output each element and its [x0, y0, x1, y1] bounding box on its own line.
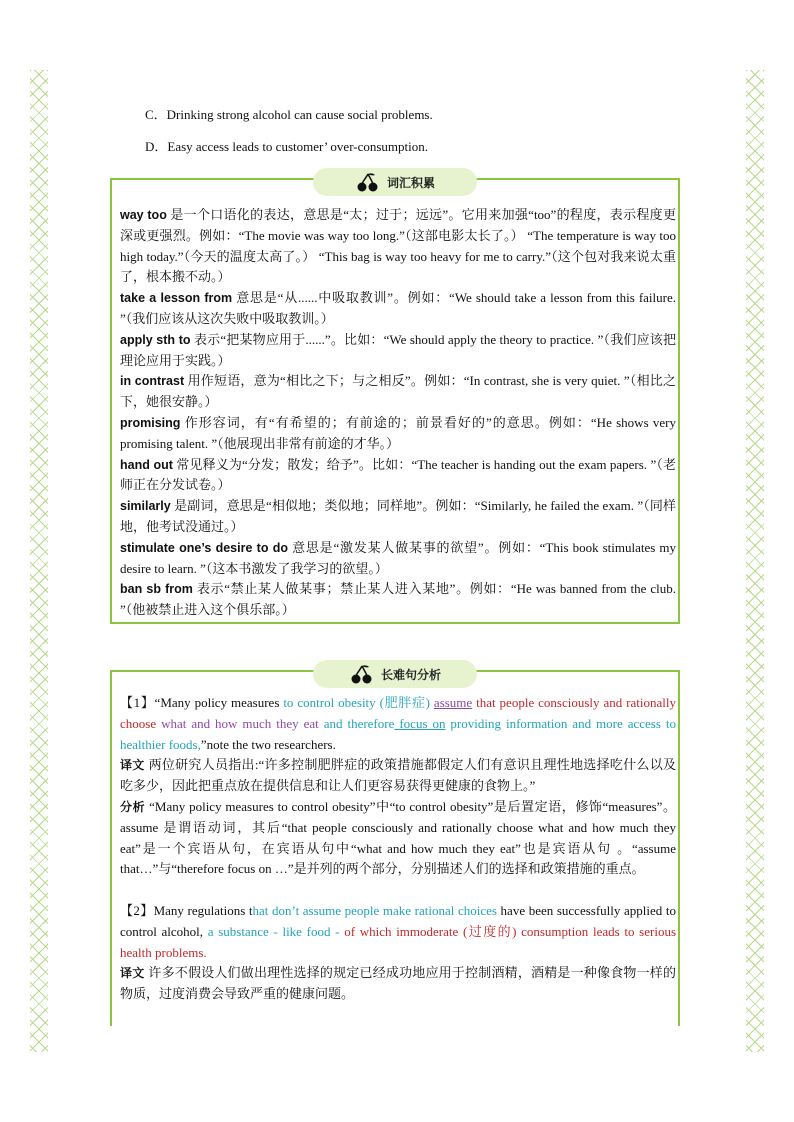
vocab-entry: in contrast 用作短语，意为“相比之下；与之相反”。例如：“In contrast, she is very quiet. ”（相比之下，她很安静。） [120, 373, 676, 410]
vocab-entry: promising 作形容词，有“有希望的；有前途的；前景看好的”的意思。例如：“He shows very promising talent. ”（他展现出非常有前途的才华。） [120, 414, 676, 451]
vocab-term: stimulate one’s desire to do [120, 540, 289, 555]
right-decorative-border [746, 70, 764, 1052]
sentence-2-translation: 译文 许多不假设人们做出理性选择的规定已经成功地应用于控制酒精，酒精是一种像食物一样的物质，过度消费会导致严重的健康问题。 [120, 965, 676, 1002]
vocab-list [120, 205, 676, 621]
vocab-term: similarly [120, 499, 171, 514]
vocab-entry: similarly 是副词，意思是“相似地；类似地；同样地”。例如：“Similarly, he failed the exam. ”（同样地，他考试没通过。） [120, 498, 676, 534]
vocab-term: apply sth to [120, 332, 191, 347]
sentence-1: 【1】“Many policy measures to control obesity (肥胖症) assume that people consciously and rationally choose what and how much they eat and therefore focus on providing information and more access to healthier foods,”note the two researchers. [120, 695, 676, 752]
left-decorative-border [30, 70, 48, 1052]
option-c: C．Drinking strong alcohol can cause social problems. [145, 107, 433, 122]
option-d: D．Easy access leads to customer’ over-consumption. [145, 139, 429, 154]
analysis-section-title: 长难句分析 [380, 667, 441, 682]
vocab-entry: apply sth to 表示“把某物应用于......”。比如：“We should apply the theory to practice. ”（我们应该把理论应用于实践。） [120, 331, 676, 368]
analysis-section-tag [313, 660, 477, 688]
vocab-entry: hand out 常见释义为“分发；散发；给予”。比如：“The teacher is handing out the exam papers. ”（老师正在分发试卷。） [120, 456, 676, 493]
vocab-term: hand out [120, 457, 173, 472]
sentence-2: 【2】Many regulations that don’t assume people make rational choices have been successfully applied to control alcohol, a substance - like food - of which immoderate (过度的) consumption leads to serious health problems. [120, 902, 676, 960]
vocab-term: promising [120, 415, 181, 430]
vocab-term: ban sb from [120, 582, 193, 597]
sentence-analysis [120, 693, 676, 1005]
vocab-term: in contrast [120, 374, 185, 389]
sentence-1-translation: 译文 两位研究人员指出:“许多控制肥胖症的政策措施都假定人们有意识且理性地选择吃什么以及吃多少，因此把重点放在提供信息和让人们更容易获得更健康的食物上。” [120, 757, 676, 794]
sentence-1-analysis: 分析 “Many policy measures to control obesity”中“to control obesity”是后置定语，修饰“measures”。assume 是谓语动词，其后“that people consciously and rationally choose what and how much they eat”是一个宾语从句，在宾语从句中“what and how much they eat”也是宾语从句 。“assume that…”与“therefore focus on …”是并列的两个部分，分别描述人们的选择和政策措施的重点。 [120, 798, 676, 877]
vocab-entry: stimulate one’s desire to do 意思是“激发某人做某事的欲望”。例如：“This book stimulates my desire to learn. ”（这本书激发了我学习的欲望。） [120, 539, 676, 576]
cherry-icon [355, 172, 381, 192]
vocab-section-title: 词汇积累 [386, 175, 435, 190]
vocab-term: take a lesson from [120, 291, 233, 306]
vocab-entry: ban sb from 表示“禁止某人做某事；禁止某人进入某地”。例如：“He was banned from the club. ”（他被禁止进入这个俱乐部。） [120, 581, 676, 618]
vocab-section-tag [313, 168, 477, 196]
cherry-icon [349, 664, 375, 684]
vocab-entry: way too 是一个口语化的表达，意思是“太；过于；远远”。它用来加强“too”的程度，表示程度更深或更强烈。例如：“The movie was way too long.”（这部电影太长了。） “The temperature is way too high today.”（今天的温度太高了。） “This bag is way too heavy for me to carry.”（这个包对我来说太重了，根本搬不动。） [120, 207, 676, 285]
vocab-term: way too [120, 208, 167, 222]
vocab-entry: take a lesson from 意思是“从......中吸取教训”。例如：“We should take a lesson from this failure. ”（我们应该从这次失败中吸取教训。） [120, 290, 676, 326]
